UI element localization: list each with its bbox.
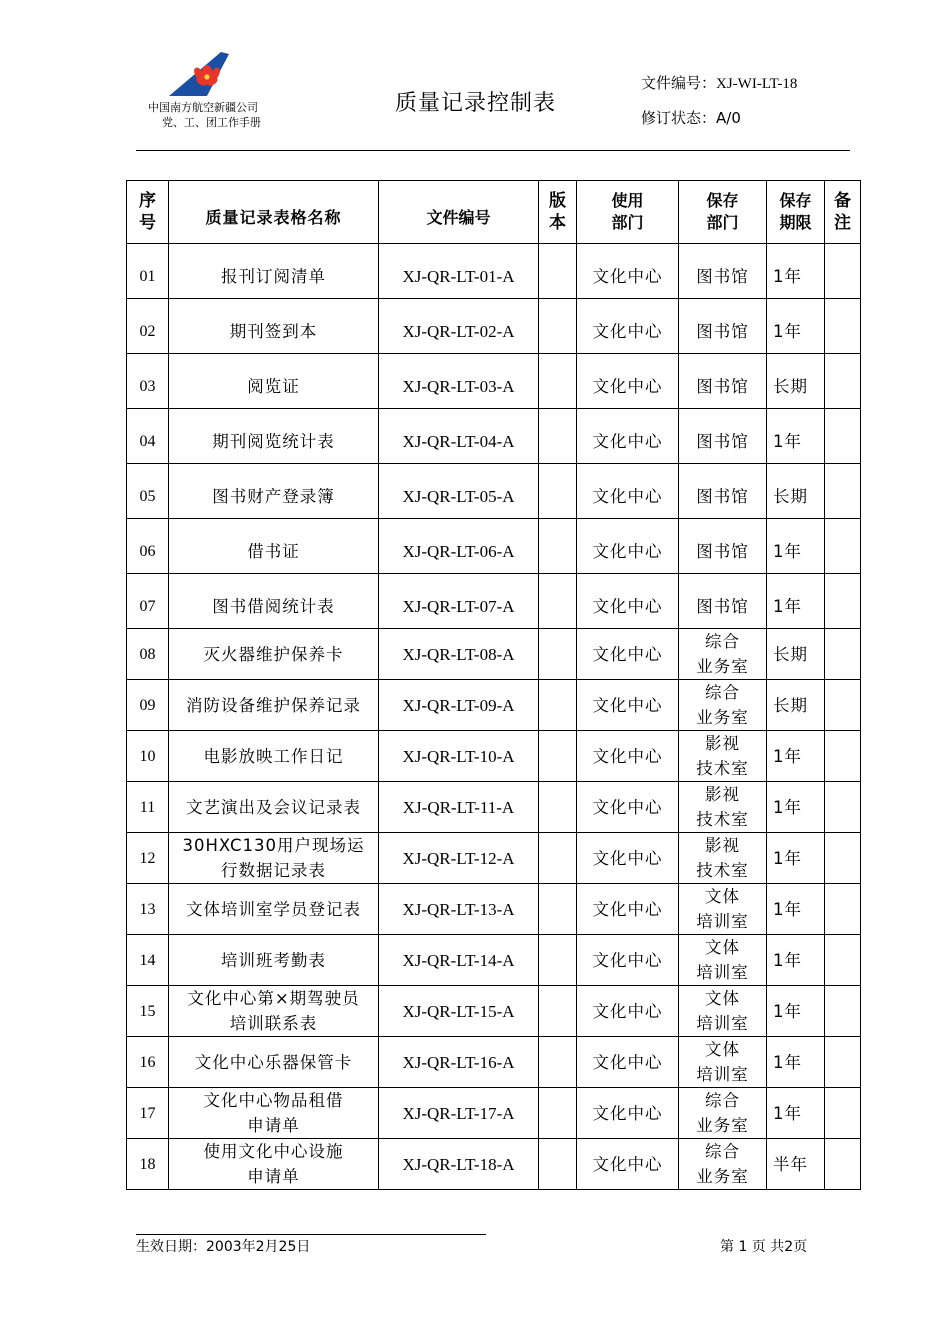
effective-date: 生效日期：2003年2月25日: [136, 1239, 311, 1255]
cell-remark: [825, 574, 861, 629]
cell-code: XJ-QR-LT-09-A: [379, 680, 539, 731]
table-row: [127, 782, 861, 833]
cell-remark: [825, 680, 861, 731]
cell-period: 1年: [767, 731, 825, 782]
cell-no: 09: [127, 680, 169, 731]
table-row: [127, 354, 861, 409]
cell-version: [539, 519, 577, 574]
cell-no: 11: [127, 782, 169, 833]
cell-name: 文化中心第×期驾驶员 培训联系表: [169, 986, 379, 1037]
cell-name: 报刊订阅清单: [169, 244, 379, 299]
table-row: [127, 833, 861, 884]
company-line-2: 党、工、团工作手册: [162, 116, 261, 129]
cell-code: XJ-QR-LT-11-A: [379, 782, 539, 833]
cell-use-dept: 文化中心: [577, 1037, 679, 1088]
cell-version: [539, 299, 577, 354]
cell-no: 12: [127, 833, 169, 884]
cell-no: 07: [127, 574, 169, 629]
header-keep-dept: 保存 部门: [679, 181, 767, 244]
cell-use-dept: 文化中心: [577, 731, 679, 782]
table-row: [127, 1139, 861, 1190]
cell-keep-dept: 图书馆: [679, 244, 767, 299]
cell-remark: [825, 782, 861, 833]
cell-remark: [825, 1088, 861, 1139]
cell-name: 使用文化中心设施 申请单: [169, 1139, 379, 1190]
cell-period: 长期: [767, 629, 825, 680]
cell-version: [539, 782, 577, 833]
cell-name: 电影放映工作日记: [169, 731, 379, 782]
cell-name: 文体培训室学员登记表: [169, 884, 379, 935]
cell-version: [539, 884, 577, 935]
cell-keep-dept: 文体 培训室: [679, 884, 767, 935]
cell-version: [539, 244, 577, 299]
cell-use-dept: 文化中心: [577, 409, 679, 464]
cell-no: 08: [127, 629, 169, 680]
cell-no: 05: [127, 464, 169, 519]
cell-no: 04: [127, 409, 169, 464]
cell-name: 阅览证: [169, 354, 379, 409]
cell-keep-dept: 综合 业务室: [679, 1088, 767, 1139]
header-no: 序 号: [127, 181, 169, 244]
cell-use-dept: 文化中心: [577, 986, 679, 1037]
cell-period: 1年: [767, 1088, 825, 1139]
cell-period: 1年: [767, 244, 825, 299]
cell-code: XJ-QR-LT-10-A: [379, 731, 539, 782]
table-row: [127, 574, 861, 629]
cell-name: 消防设备维护保养记录: [169, 680, 379, 731]
page-title: 质量记录控制表: [395, 91, 557, 116]
cell-use-dept: 文化中心: [577, 782, 679, 833]
footer-divider: [136, 1234, 486, 1235]
cell-remark: [825, 731, 861, 782]
cell-period: 1年: [767, 986, 825, 1037]
cell-remark: [825, 884, 861, 935]
cell-code: XJ-QR-LT-02-A: [379, 299, 539, 354]
cell-period: 1年: [767, 519, 825, 574]
cell-version: [539, 680, 577, 731]
cell-keep-dept: 图书馆: [679, 519, 767, 574]
cell-name: 培训班考勤表: [169, 935, 379, 986]
cell-period: 1年: [767, 574, 825, 629]
cell-use-dept: 文化中心: [577, 299, 679, 354]
table-row: [127, 519, 861, 574]
cell-code: XJ-QR-LT-14-A: [379, 935, 539, 986]
cell-name: 灭火器维护保养卡: [169, 629, 379, 680]
table-row: [127, 299, 861, 354]
cell-use-dept: 文化中心: [577, 833, 679, 884]
header-version: 版 本: [539, 181, 577, 244]
cell-code: XJ-QR-LT-03-A: [379, 354, 539, 409]
cell-remark: [825, 409, 861, 464]
table-row: [127, 986, 861, 1037]
cell-period: 1年: [767, 1037, 825, 1088]
cell-no: 18: [127, 1139, 169, 1190]
cell-code: XJ-QR-LT-13-A: [379, 884, 539, 935]
cell-use-dept: 文化中心: [577, 884, 679, 935]
cell-period: 1年: [767, 935, 825, 986]
quality-record-table: [126, 180, 861, 1190]
cell-keep-dept: 图书馆: [679, 299, 767, 354]
cell-version: [539, 833, 577, 884]
cell-name: 期刊签到本: [169, 299, 379, 354]
cell-use-dept: 文化中心: [577, 1139, 679, 1190]
cell-period: 长期: [767, 464, 825, 519]
cell-keep-dept: 影视 技术室: [679, 782, 767, 833]
cell-no: 13: [127, 884, 169, 935]
cell-version: [539, 935, 577, 986]
cell-no: 03: [127, 354, 169, 409]
header-code: 文件编号: [379, 181, 539, 244]
table-row: [127, 680, 861, 731]
cell-code: XJ-QR-LT-05-A: [379, 464, 539, 519]
cell-period: 长期: [767, 354, 825, 409]
cell-no: 14: [127, 935, 169, 986]
table-row: [127, 1088, 861, 1139]
cell-code: XJ-QR-LT-06-A: [379, 519, 539, 574]
cell-keep-dept: 文体 培训室: [679, 1037, 767, 1088]
cell-use-dept: 文化中心: [577, 935, 679, 986]
cell-code: XJ-QR-LT-18-A: [379, 1139, 539, 1190]
cell-keep-dept: 综合 业务室: [679, 629, 767, 680]
page-number: 第 1 页 共2页: [720, 1239, 808, 1255]
china-southern-logo-icon: [163, 50, 233, 98]
table-row: [127, 244, 861, 299]
cell-period: 1年: [767, 782, 825, 833]
cell-use-dept: 文化中心: [577, 629, 679, 680]
header-use-dept: 使用 部门: [577, 181, 679, 244]
cell-no: 15: [127, 986, 169, 1037]
cell-remark: [825, 244, 861, 299]
cell-remark: [825, 299, 861, 354]
cell-no: 16: [127, 1037, 169, 1088]
cell-code: XJ-QR-LT-08-A: [379, 629, 539, 680]
cell-remark: [825, 833, 861, 884]
cell-name: 文化中心物品租借 申请单: [169, 1088, 379, 1139]
cell-name: 30HXC130用户现场运 行数据记录表: [169, 833, 379, 884]
cell-name: 图书借阅统计表: [169, 574, 379, 629]
document-number: [641, 72, 797, 93]
cell-remark: [825, 519, 861, 574]
cell-code: XJ-QR-LT-01-A: [379, 244, 539, 299]
header-remark: 备 注: [825, 181, 861, 244]
cell-remark: [825, 464, 861, 519]
cell-period: 长期: [767, 680, 825, 731]
cell-version: [539, 986, 577, 1037]
cell-code: XJ-QR-LT-12-A: [379, 833, 539, 884]
cell-version: [539, 464, 577, 519]
cell-period: 1年: [767, 299, 825, 354]
cell-no: 06: [127, 519, 169, 574]
table-row: [127, 464, 861, 519]
cell-keep-dept: 文体 培训室: [679, 986, 767, 1037]
table-row: [127, 731, 861, 782]
cell-code: XJ-QR-LT-07-A: [379, 574, 539, 629]
cell-keep-dept: 综合 业务室: [679, 1139, 767, 1190]
cell-keep-dept: 影视 技术室: [679, 833, 767, 884]
table-row: [127, 629, 861, 680]
cell-version: [539, 1139, 577, 1190]
cell-remark: [825, 1139, 861, 1190]
cell-use-dept: 文化中心: [577, 244, 679, 299]
cell-remark: [825, 1037, 861, 1088]
cell-use-dept: 文化中心: [577, 354, 679, 409]
header-name: 质量记录表格名称: [169, 181, 379, 244]
document-number-value: XJ-WI-LT-18: [716, 76, 798, 92]
cell-code: XJ-QR-LT-17-A: [379, 1088, 539, 1139]
cell-keep-dept: 文体 培训室: [679, 935, 767, 986]
table-header-row: [127, 181, 861, 244]
cell-keep-dept: 图书馆: [679, 354, 767, 409]
cell-code: XJ-QR-LT-15-A: [379, 986, 539, 1037]
document-number-label: 文件编号：: [641, 74, 717, 92]
company-name: [148, 100, 261, 130]
table-row: [127, 935, 861, 986]
cell-version: [539, 409, 577, 464]
cell-name: 期刊阅览统计表: [169, 409, 379, 464]
cell-name: 文化中心乐器保管卡: [169, 1037, 379, 1088]
cell-no: 02: [127, 299, 169, 354]
cell-no: 17: [127, 1088, 169, 1139]
cell-no: 10: [127, 731, 169, 782]
cell-use-dept: 文化中心: [577, 574, 679, 629]
cell-name: 文艺演出及会议记录表: [169, 782, 379, 833]
table-row: [127, 1037, 861, 1088]
cell-remark: [825, 935, 861, 986]
cell-version: [539, 574, 577, 629]
cell-code: XJ-QR-LT-16-A: [379, 1037, 539, 1088]
cell-keep-dept: 综合 业务室: [679, 680, 767, 731]
cell-period: 1年: [767, 833, 825, 884]
cell-remark: [825, 986, 861, 1037]
company-line-1: 中国南方航空新疆公司: [148, 101, 258, 114]
cell-period: 1年: [767, 409, 825, 464]
cell-version: [539, 731, 577, 782]
cell-code: XJ-QR-LT-04-A: [379, 409, 539, 464]
cell-no: 01: [127, 244, 169, 299]
table-row: [127, 409, 861, 464]
cell-keep-dept: 图书馆: [679, 464, 767, 519]
cell-period: 半年: [767, 1139, 825, 1190]
cell-version: [539, 1088, 577, 1139]
cell-use-dept: 文化中心: [577, 519, 679, 574]
header-period: 保存 期限: [767, 181, 825, 244]
cell-use-dept: 文化中心: [577, 680, 679, 731]
cell-remark: [825, 354, 861, 409]
cell-name: 图书财产登录簿: [169, 464, 379, 519]
cell-version: [539, 1037, 577, 1088]
table-row: [127, 884, 861, 935]
cell-keep-dept: 图书馆: [679, 409, 767, 464]
cell-name: 借书证: [169, 519, 379, 574]
revision-status: 修订状态：A/0: [641, 109, 741, 127]
cell-period: 1年: [767, 884, 825, 935]
cell-use-dept: 文化中心: [577, 1088, 679, 1139]
cell-keep-dept: 图书馆: [679, 574, 767, 629]
cell-version: [539, 629, 577, 680]
cell-remark: [825, 629, 861, 680]
cell-version: [539, 354, 577, 409]
cell-use-dept: 文化中心: [577, 464, 679, 519]
cell-keep-dept: 影视 技术室: [679, 731, 767, 782]
header-divider: [136, 150, 850, 151]
